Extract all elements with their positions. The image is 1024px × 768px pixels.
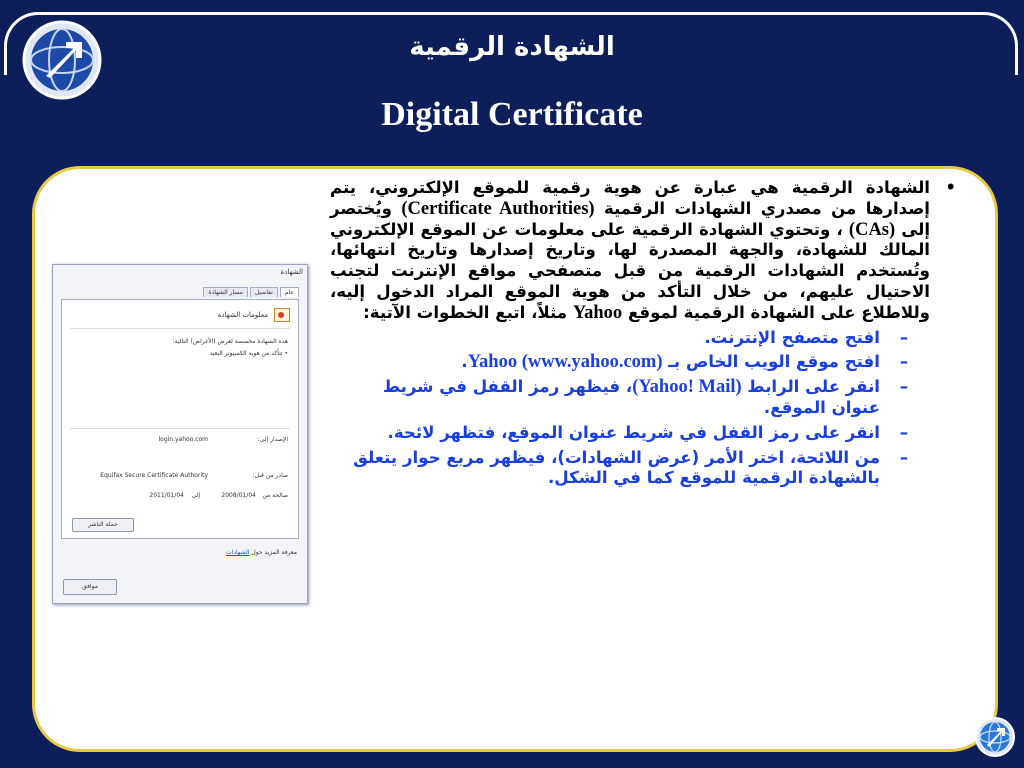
step-text: افتح موقع الويب الخاص بـ <box>662 352 880 372</box>
dialog-title: الشهادة <box>280 268 303 276</box>
dash-bullet: – <box>899 377 908 397</box>
learn-more-link[interactable]: الشهادات <box>226 549 250 556</box>
paragraph-term-en: (Certificate Authorities) <box>401 198 595 219</box>
ok-button[interactable]: موافق <box>63 579 117 595</box>
page-title-english: Digital Certificate <box>381 96 643 133</box>
valid-to-label: إلى <box>191 492 200 499</box>
issued-by-label: صادر من قبل: <box>252 472 288 479</box>
main-text <box>330 178 958 493</box>
issued-by-value: Equifax Secure Certificate Authority <box>100 472 208 479</box>
divider <box>70 328 290 329</box>
step-text: افتح متصفح الإنترنت. <box>704 327 880 347</box>
dash-bullet: – <box>899 422 908 442</box>
dash-bullet: – <box>899 447 908 467</box>
certificate-info-heading: معلومات الشهادة <box>217 311 268 319</box>
paragraph-term-en: (CAs) <box>848 219 896 240</box>
valid-from: 2008/01/04 <box>221 492 256 499</box>
list-item <box>330 448 958 490</box>
step-text: من اللائحة، اختر الأمر (عرض الشهادات)، فيظهر مربع حوار يتعلق بالشهادة الرقمية للموقع كما في الشكل. <box>353 447 880 488</box>
list-item <box>330 377 958 419</box>
list-item <box>330 423 958 444</box>
tab-general[interactable]: عام <box>280 287 299 297</box>
certificate-info-row <box>218 308 290 322</box>
dash-bullet: – <box>899 327 908 347</box>
step-text: انقر على الرابط <box>741 377 880 397</box>
purpose-intro: هذه الشهادة مخصصة لغرض (الأغراض) التالية: <box>172 338 288 345</box>
learn-more-prefix: معرفة المزيد حول <box>251 549 297 556</box>
tab-details[interactable]: تفاصيل <box>250 287 278 297</box>
intro-paragraph <box>330 178 958 324</box>
valid-label: صالحة من <box>262 492 288 499</box>
issued-to-label: الإصدار إلى: <box>257 436 288 443</box>
list-item <box>330 352 958 373</box>
globe-arrow-small-logo-icon <box>974 716 1016 758</box>
step-text-end: ، فيظهر رمز القفل في شريط عنوان الموقع. <box>382 377 880 417</box>
tab-certification-path[interactable]: مسار الشهادة <box>203 287 247 297</box>
certificate-icon <box>274 308 290 322</box>
dialog-body <box>61 299 299 539</box>
paragraph-part: الشهادة الرقمية هي عبارة عن هوية رقمية للموقع الإلكتروني، يتم إصدارها من مصدري الشهادات الرقمية <box>330 178 930 218</box>
issued-to-value: login.yahoo.com <box>158 436 208 443</box>
issuer-statement-button[interactable]: جملة الناشر <box>72 518 134 532</box>
step-text-end: . <box>461 352 468 372</box>
step-term-en: (Yahoo! Mail) <box>632 377 742 398</box>
step-text: انقر على رمز القفل في شريط عنوان الموقع، فتظهر لائحة. <box>387 422 880 442</box>
dialog-tabs <box>203 287 299 297</box>
purpose-item: • تتأكد من هوية الكمبيوتر البعيد <box>209 350 288 357</box>
certificate-dialog-image <box>52 264 308 604</box>
valid-to: 2011/01/04 <box>149 492 184 499</box>
steps-list <box>330 328 958 490</box>
dash-bullet: – <box>899 352 908 372</box>
divider <box>70 428 290 429</box>
learn-more-text <box>226 549 297 556</box>
paragraph-part: ، وتحتوي الشهادة الرقمية على معلومات عن الموقع الإلكتروني المالك للشهادة، والجهة المصدرة لها، وتاريخ إصدارها وتاريخ انتهائها، وتُستخدم الشهادات الرقمية من قبل متصفحي مواقع الإنترنت لتجنب الاحتيال عليهم، من خلال التأكد من هوية الموقع المراد الدخول إليه، وللاطلاع على الشهادة الرقمية لموقع <box>330 219 930 322</box>
bullet-icon: • <box>945 178 956 197</box>
paragraph-term-en: Yahoo <box>572 302 623 323</box>
page-title-arabic: الشهادة الرقمية <box>409 32 615 62</box>
list-item <box>330 328 958 349</box>
step-term-en: Yahoo (www.yahoo.com) <box>467 352 663 373</box>
paragraph-part: مثلاً، اتبع الخطوات الآتية: <box>363 302 568 322</box>
paragraph-part: ويُختصر إلى <box>330 198 931 239</box>
